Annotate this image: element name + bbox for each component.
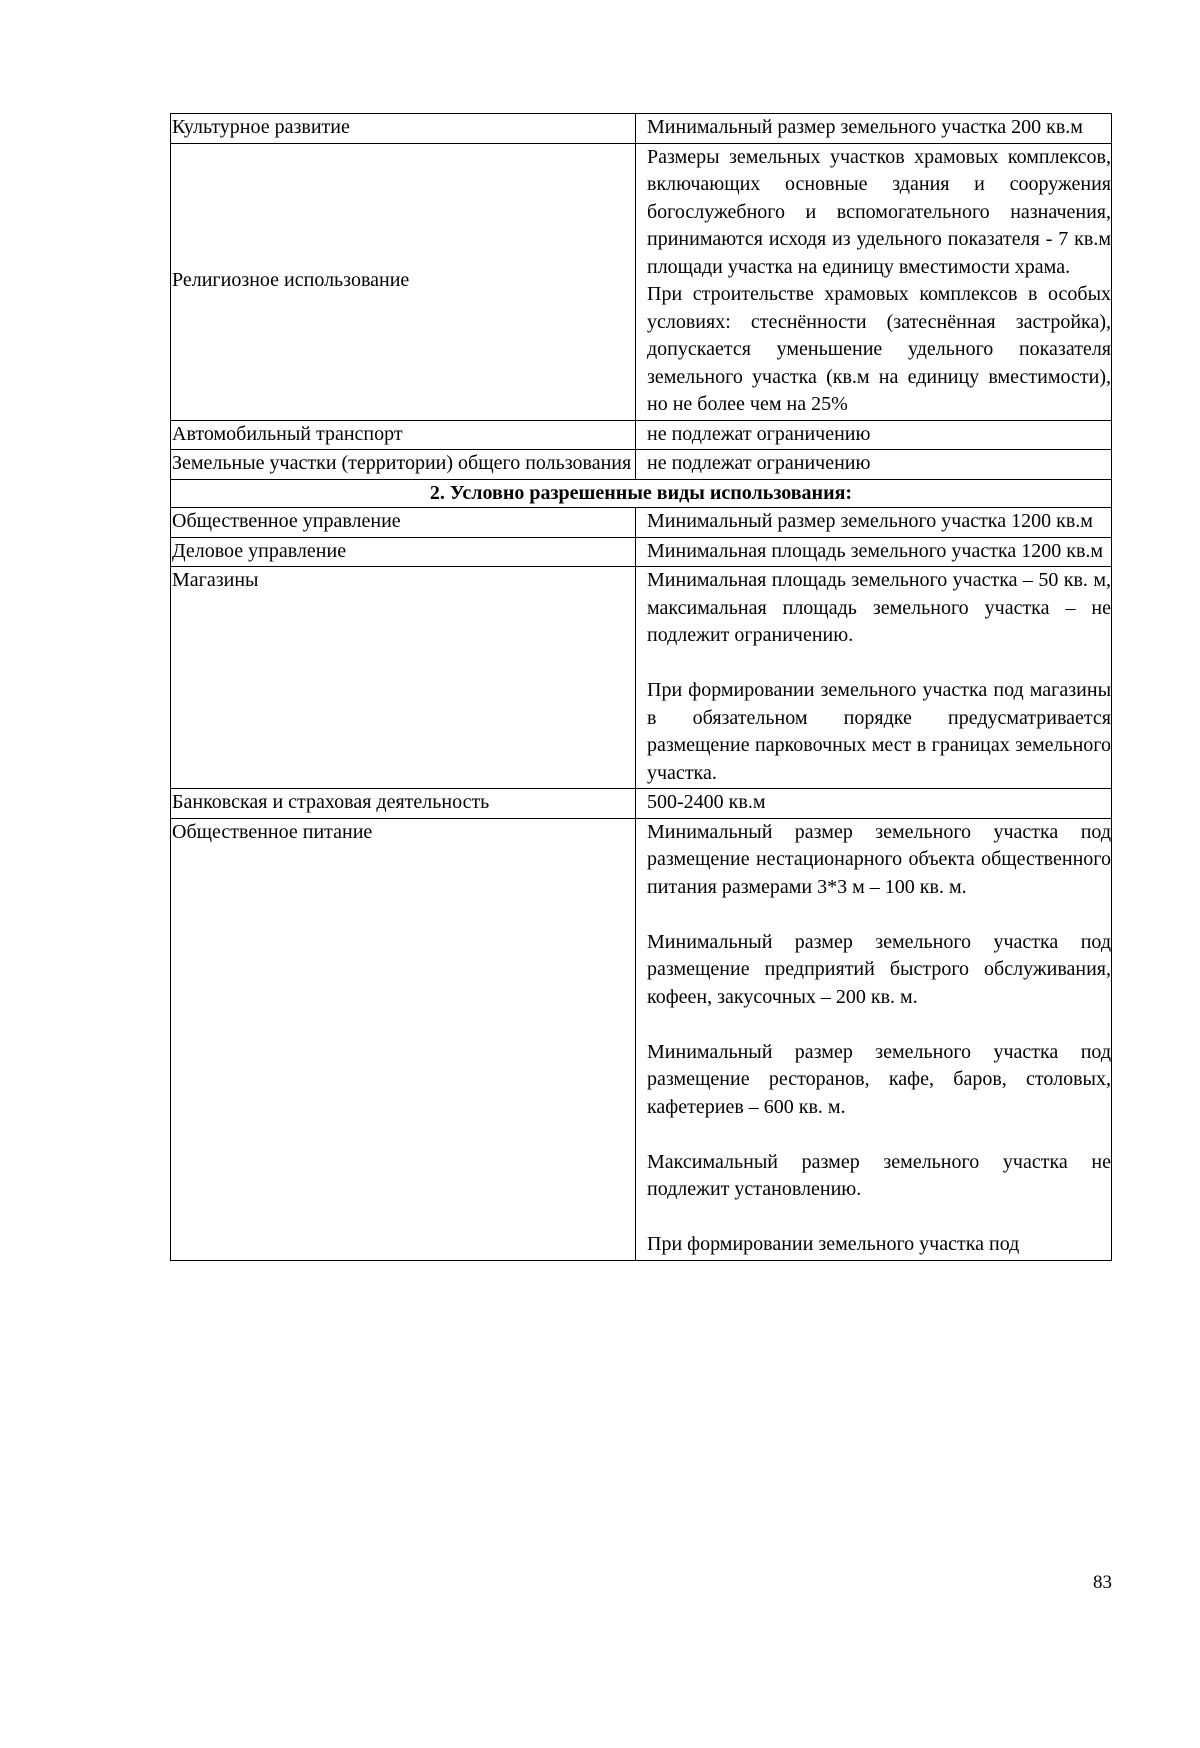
table-row	[171, 789, 1112, 819]
parameter-text: Минимальная площадь земельного участка – 50 кв. м, максимальная площадь земельного участка – не подлежит ограничению.	[647, 569, 1111, 646]
parameter-cell	[636, 143, 1112, 420]
parameter-text: Максимальный размер земельного участка не подлежит установлению.	[647, 1150, 1111, 1200]
parameter-text: не подлежат ограничению	[647, 452, 871, 474]
page-number: 83	[1093, 1572, 1112, 1593]
table-row	[171, 420, 1112, 450]
table-row	[171, 143, 1112, 420]
parameter-cell	[636, 450, 1112, 480]
paragraph-gap	[647, 901, 1111, 929]
land-use-type-cell: Магазины	[171, 567, 636, 789]
parameter-cell	[636, 537, 1112, 567]
land-use-type-cell: Автомобильный транспорт	[171, 420, 636, 450]
table-row	[171, 450, 1112, 480]
paragraph-gap	[647, 1011, 1111, 1039]
parameter-text: При формировании земельного участка под магазины в обязательном порядке предусматривается размещение парковочных мест в границах земельного участка.	[647, 679, 1111, 784]
parameter-text: Минимальный размер земельного участка 200 кв.м	[647, 116, 1083, 138]
parameter-cell	[636, 567, 1112, 789]
table-row	[171, 818, 1112, 1260]
parameter-text: Размеры земельных участков храмовых комплексов, включающих основные здания и сооружения богослужебного и вспомогательного назначения, принимаются исходя из удельного показателя - 7 кв.м площади участка на единицу вместимости храма.	[647, 145, 1111, 278]
land-use-type-cell: Общественное управление	[171, 508, 636, 538]
table-row	[171, 567, 1112, 789]
parameter-text: При формировании земельного участка под	[647, 1233, 1020, 1255]
land-use-type-cell: Религиозное использование	[171, 143, 636, 420]
paragraph-gap	[647, 1204, 1111, 1232]
land-use-table-body	[171, 114, 1112, 1261]
paragraph-gap	[647, 1121, 1111, 1149]
section-header-row	[171, 479, 1112, 508]
parameter-cell	[636, 420, 1112, 450]
parameter-text: 500-2400 кв.м	[647, 791, 766, 813]
parameter-text: Минимальный размер земельного участка 1200 кв.м	[647, 510, 1093, 532]
parameter-text: Минимальная площадь земельного участка 1200 кв.м	[647, 539, 1104, 562]
parameter-text: Минимальный размер земельного участка под размещение нестационарного объекта общественного питания размерами 3*3 м – 100 кв. м.	[647, 820, 1111, 898]
parameter-cell	[636, 114, 1112, 144]
land-use-type-cell: Банковская и страховая деятельность	[171, 789, 636, 819]
parameter-cell	[636, 818, 1112, 1260]
table-row	[171, 537, 1112, 567]
parameter-text: Минимальный размер земельного участка под размещение ресторанов, кафе, баров, столовых, кафетериев – 600 кв. м.	[647, 1040, 1111, 1118]
land-use-type-cell: Деловое управление	[171, 537, 636, 567]
parameter-text: не подлежат ограничению	[647, 422, 871, 445]
land-use-type-cell: Земельные участки (территории) общего пользования	[171, 450, 636, 480]
parameter-cell	[636, 508, 1112, 538]
parameter-text: При строительстве храмовых комплексов в особых условиях: стеснённости (затеснённая застройка), допускается уменьшение удельного показателя земельного участка (кв.м на единицу вместимости), но не более чем на 25%	[647, 283, 1111, 415]
land-use-type-cell: Общественное питание	[171, 818, 636, 1260]
land-use-type-cell: Культурное развитие	[171, 114, 636, 144]
table-row	[171, 114, 1112, 144]
parameter-cell	[636, 789, 1112, 819]
paragraph-gap	[647, 650, 1111, 678]
parameter-text: Минимальный размер земельного участка под размещение предприятий быстрого обслуживания, кофеен, закусочных – 200 кв. м.	[647, 930, 1111, 1008]
section-title: 2. Условно разрешенные виды использования:	[171, 479, 1112, 508]
land-use-table	[170, 113, 1112, 1261]
table-row	[171, 508, 1112, 538]
